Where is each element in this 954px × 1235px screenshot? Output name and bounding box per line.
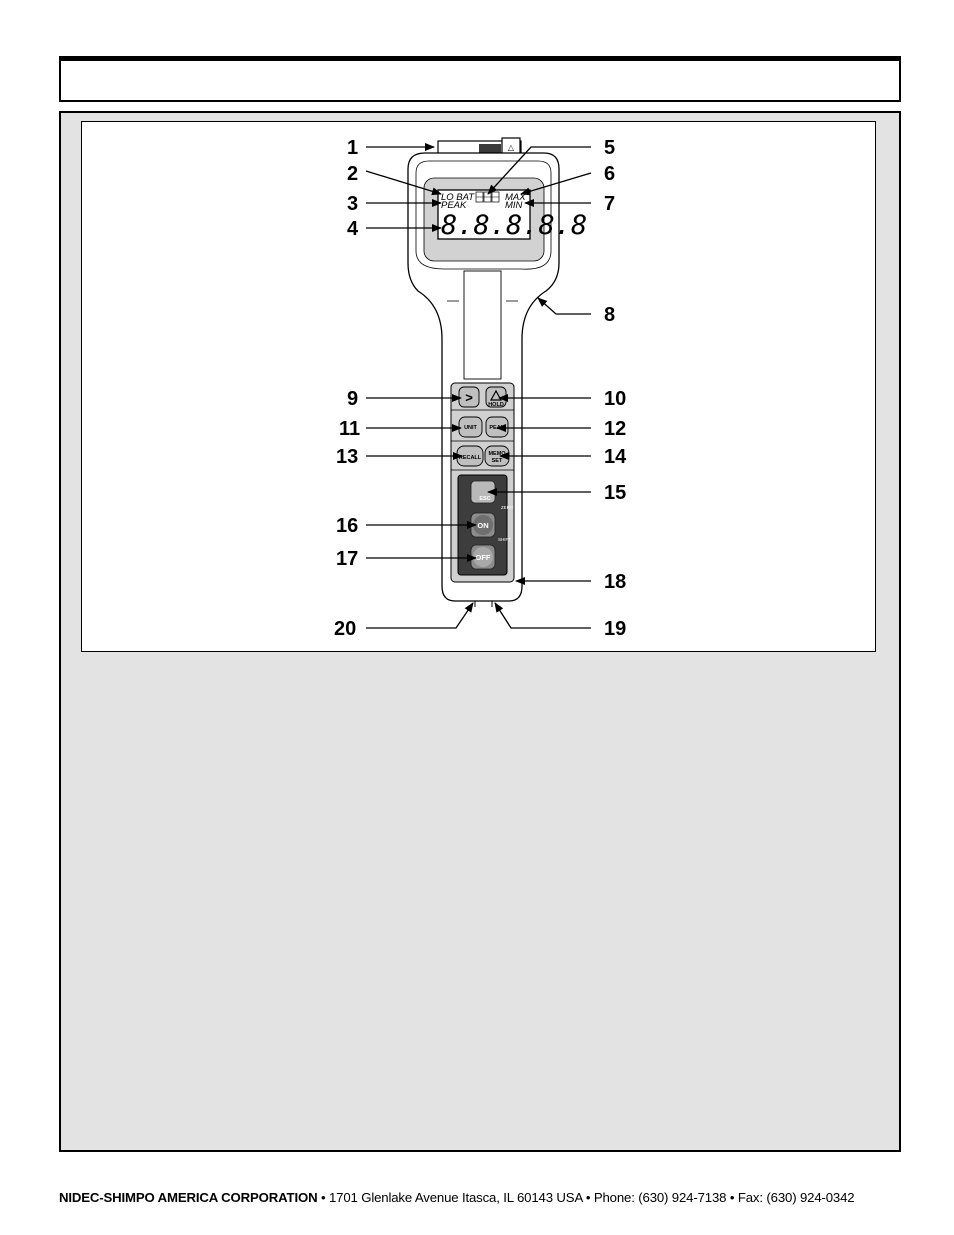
footer xyxy=(59,1190,901,1205)
peak-label: PEAK xyxy=(489,425,505,431)
callout-9: 9 xyxy=(347,388,359,410)
lcd-min: MIN xyxy=(505,200,523,211)
recall-label: RECALL xyxy=(458,455,482,461)
callout-8: 8 xyxy=(604,304,616,326)
callout-6: 6 xyxy=(604,163,616,185)
handle-label-area xyxy=(464,271,501,379)
unit-button[interactable] xyxy=(459,417,482,437)
lcd-peak: PEAK xyxy=(441,200,467,211)
callout-10: 10 xyxy=(604,388,627,410)
memo-label: MEMO xyxy=(488,451,506,457)
esc-label: ESC xyxy=(479,496,491,502)
off-button[interactable] xyxy=(471,545,495,569)
callout-18: 18 xyxy=(604,571,627,593)
callout-11: 11 xyxy=(339,418,361,440)
callout-7: 7 xyxy=(604,193,616,215)
callout-13: 13 xyxy=(336,446,359,468)
on-label: ON xyxy=(477,521,489,530)
callout-14: 14 xyxy=(604,446,627,468)
lcd-max: MAX xyxy=(505,192,526,203)
callout-5: 5 xyxy=(604,137,616,159)
warning-triangle-icon: △ xyxy=(507,143,515,152)
off-label: OFF xyxy=(475,553,491,562)
callout-4: 4 xyxy=(347,218,359,240)
callout-12: 12 xyxy=(604,418,627,440)
callout-20: 20 xyxy=(334,618,357,640)
unit-label: UNIT xyxy=(464,425,477,431)
peak-button[interactable] xyxy=(486,417,508,437)
on-sub-label: SHIFT xyxy=(498,537,511,542)
arrow-right-icon: > xyxy=(465,390,473,405)
callout-15: 15 xyxy=(604,482,627,504)
set-label: SET xyxy=(491,458,503,464)
lcd-lo-bat: LO BAT xyxy=(441,192,475,203)
callout-16: 16 xyxy=(336,515,359,537)
lcd-digits: 8.8.8.8.8 xyxy=(441,210,588,241)
callout-2: 2 xyxy=(347,163,359,185)
callout-17: 17 xyxy=(336,548,359,570)
footer-company: NIDEC-SHIMPO AMERICA CORPORATION xyxy=(59,1190,318,1205)
callout-1: 1 xyxy=(347,137,359,159)
header-title-bar xyxy=(59,56,901,102)
esc-sub-label: ZERO xyxy=(501,505,514,510)
callout-19: 19 xyxy=(604,618,627,640)
device-figure xyxy=(81,121,876,652)
device-diagram xyxy=(82,122,875,651)
footer-address: • 1701 Glenlake Avenue Itasca, IL 60143 USA • Phone: (630) 924-7138 • Fax: (630) 924-0342 xyxy=(317,1190,855,1205)
arrow-button[interactable] xyxy=(459,387,479,407)
callout-3: 3 xyxy=(347,193,359,215)
hold-label: HOLD xyxy=(488,402,504,408)
